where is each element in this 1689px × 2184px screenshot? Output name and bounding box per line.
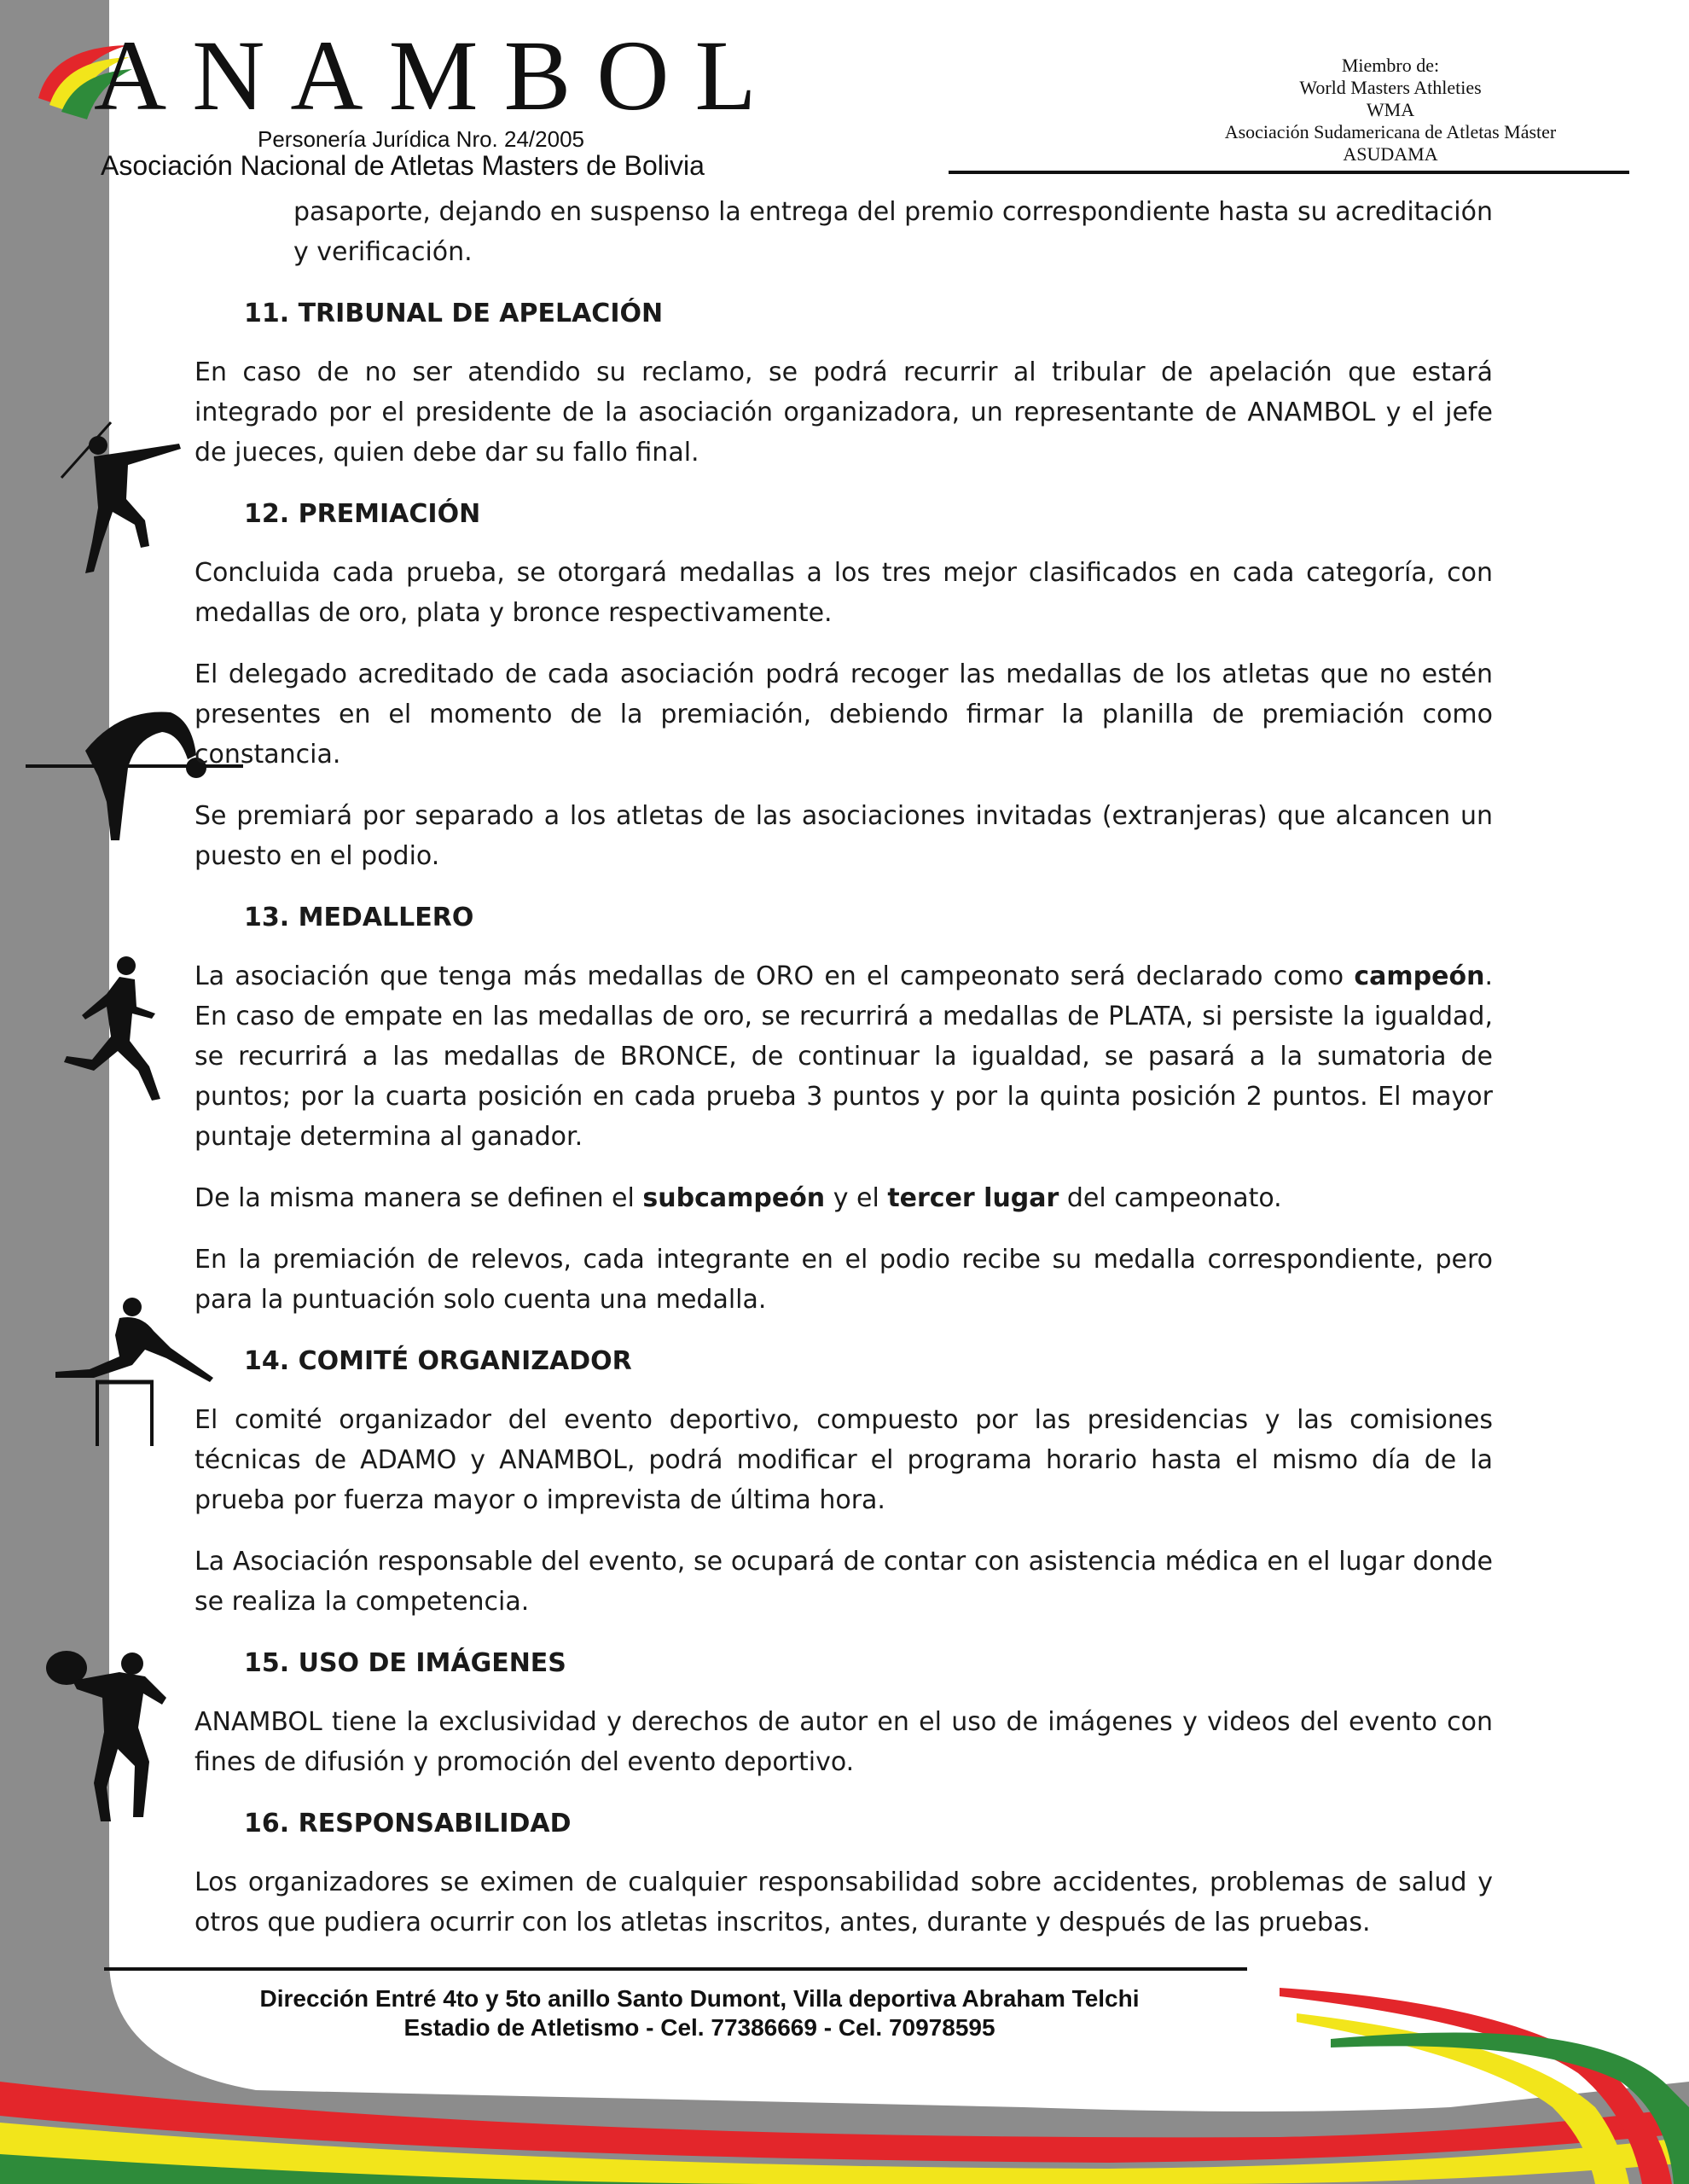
member-line: WMA	[1366, 99, 1415, 120]
document-body	[194, 192, 1493, 1964]
organization-name: Asociación Nacional de Atletas Masters de Bolivia	[101, 150, 705, 181]
header-divider	[949, 171, 1629, 174]
paragraph: La Asociación responsable del evento, se ocupará de contar con asistencia médica en el lugar donde se realiza la competencia.	[194, 1547, 1493, 1617]
paragraph: Se premiará por separado a los atletas de las asociaciones invitadas (extranjeras) que alcancen un puesto en el podio.	[194, 801, 1493, 871]
member-line: Asociación Sudamericana de Atletas Máster	[1224, 121, 1557, 142]
paragraph	[194, 956, 1493, 1157]
paragraph: Concluida cada prueba, se otorgará medallas a los tres mejor clasificados en cada categoría, con medallas de oro, plata y bronce respectivamente.	[194, 558, 1493, 628]
text-run: del campeonato.	[1059, 1183, 1282, 1213]
javelin-thrower-icon	[60, 418, 196, 580]
membership-block	[1169, 55, 1612, 166]
footer-line: Dirección Entré 4to y 5to anillo Santo Dumont, Villa deportiva Abraham Telchi	[259, 1985, 1140, 2012]
section-title-imagenes: 15. USO DE IMÁGENES	[244, 1648, 566, 1678]
section-title-comite: 14. COMITÉ ORGANIZADOR	[244, 1346, 632, 1376]
footer-divider	[104, 1967, 1247, 1971]
paragraph: El comité organizador del evento deportivo, compuesto por las presidencias y las comisiones técnicas de ADAMO y ANAMBOL, podrá modificar el programa horario hasta el mismo día de la prueba por fuerza mayor o imprevista de última hora.	[194, 1405, 1493, 1515]
paragraph: En caso de no ser atendido su reclamo, se podrá recurrir al tribular de apelación que estará integrado por el presidente de la asociación organizadora, un representante de ANAMBOL y el jefe de jueces, quien debe dar su fallo final.	[194, 357, 1493, 468]
section-title-tribunal: 11. TRIBUNAL DE APELACIÓN	[244, 299, 664, 328]
paragraph	[194, 1178, 1493, 1218]
logo-wordmark: ANAMBOL	[94, 20, 782, 131]
member-line: ASUDAMA	[1343, 143, 1438, 165]
text-run: y el	[825, 1183, 888, 1213]
bold-tercer-lugar: tercer lugar	[887, 1183, 1059, 1213]
bold-campeon: campeón	[1354, 961, 1485, 991]
text-run: La asociación que tenga más medallas de ORO en el campeonato será declarado como	[194, 961, 1355, 991]
text-run: De la misma manera se definen el	[194, 1183, 643, 1213]
footer-address	[205, 1984, 1194, 2042]
text-run: . En caso de empate en las medallas de oro, se recurrirá a medallas de PLATA, si persiste la igualdad, se recurrirá a las medallas de BRONCE, de continuar la igualdad, se pasará a la sumatoria de puntos; por la cuarta posición en cada prueba 3 puntos y por la quinta posición 2 puntos. El mayor puntaje determina al ganador.	[194, 961, 1493, 1152]
discus-thrower-icon	[43, 1647, 188, 1826]
paragraph: Los organizadores se eximen de cualquier responsabilidad sobre accidentes, problemas de salud y otros que pudiera ocurrir con los atletas inscritos, antes, durante y después de las pruebas.	[194, 1867, 1493, 1937]
section-title-medallero: 13. MEDALLERO	[244, 903, 474, 932]
personeria-juridica: Personería Jurídica Nro. 24/2005	[258, 126, 584, 152]
paragraph: ANAMBOL tiene la exclusividad y derechos de autor en el uso de imágenes y videos del evento con fines de difusión y promoción del evento deportivo.	[194, 1707, 1493, 1777]
section-title-responsabilidad: 16. RESPONSABILIDAD	[244, 1809, 572, 1838]
section-title-premiacion: 12. PREMIACIÓN	[244, 499, 481, 529]
member-line: Miembro de:	[1341, 55, 1440, 76]
footer-line: Estadio de Atletismo - Cel. 77386669 - Cel. 70978595	[403, 2014, 995, 2041]
bold-subcampeon: subcampeón	[642, 1183, 826, 1213]
paragraph: El delegado acreditado de cada asociación podrá recoger las medallas de los atletas que no estén presentes en el momento de la premiación, debiendo firmar la planilla de premiación como constancia.	[194, 659, 1493, 770]
continued-paragraph: pasaporte, dejando en suspenso la entrega del premio correspondiente hasta su acreditación y verificación.	[293, 197, 1493, 267]
paragraph: En la premiación de relevos, cada integrante en el podio recibe su medalla correspondiente, pero para la puntuación solo cuenta una medalla.	[194, 1245, 1493, 1315]
runner-icon	[60, 956, 171, 1109]
member-line: World Masters Athleties	[1299, 77, 1482, 98]
